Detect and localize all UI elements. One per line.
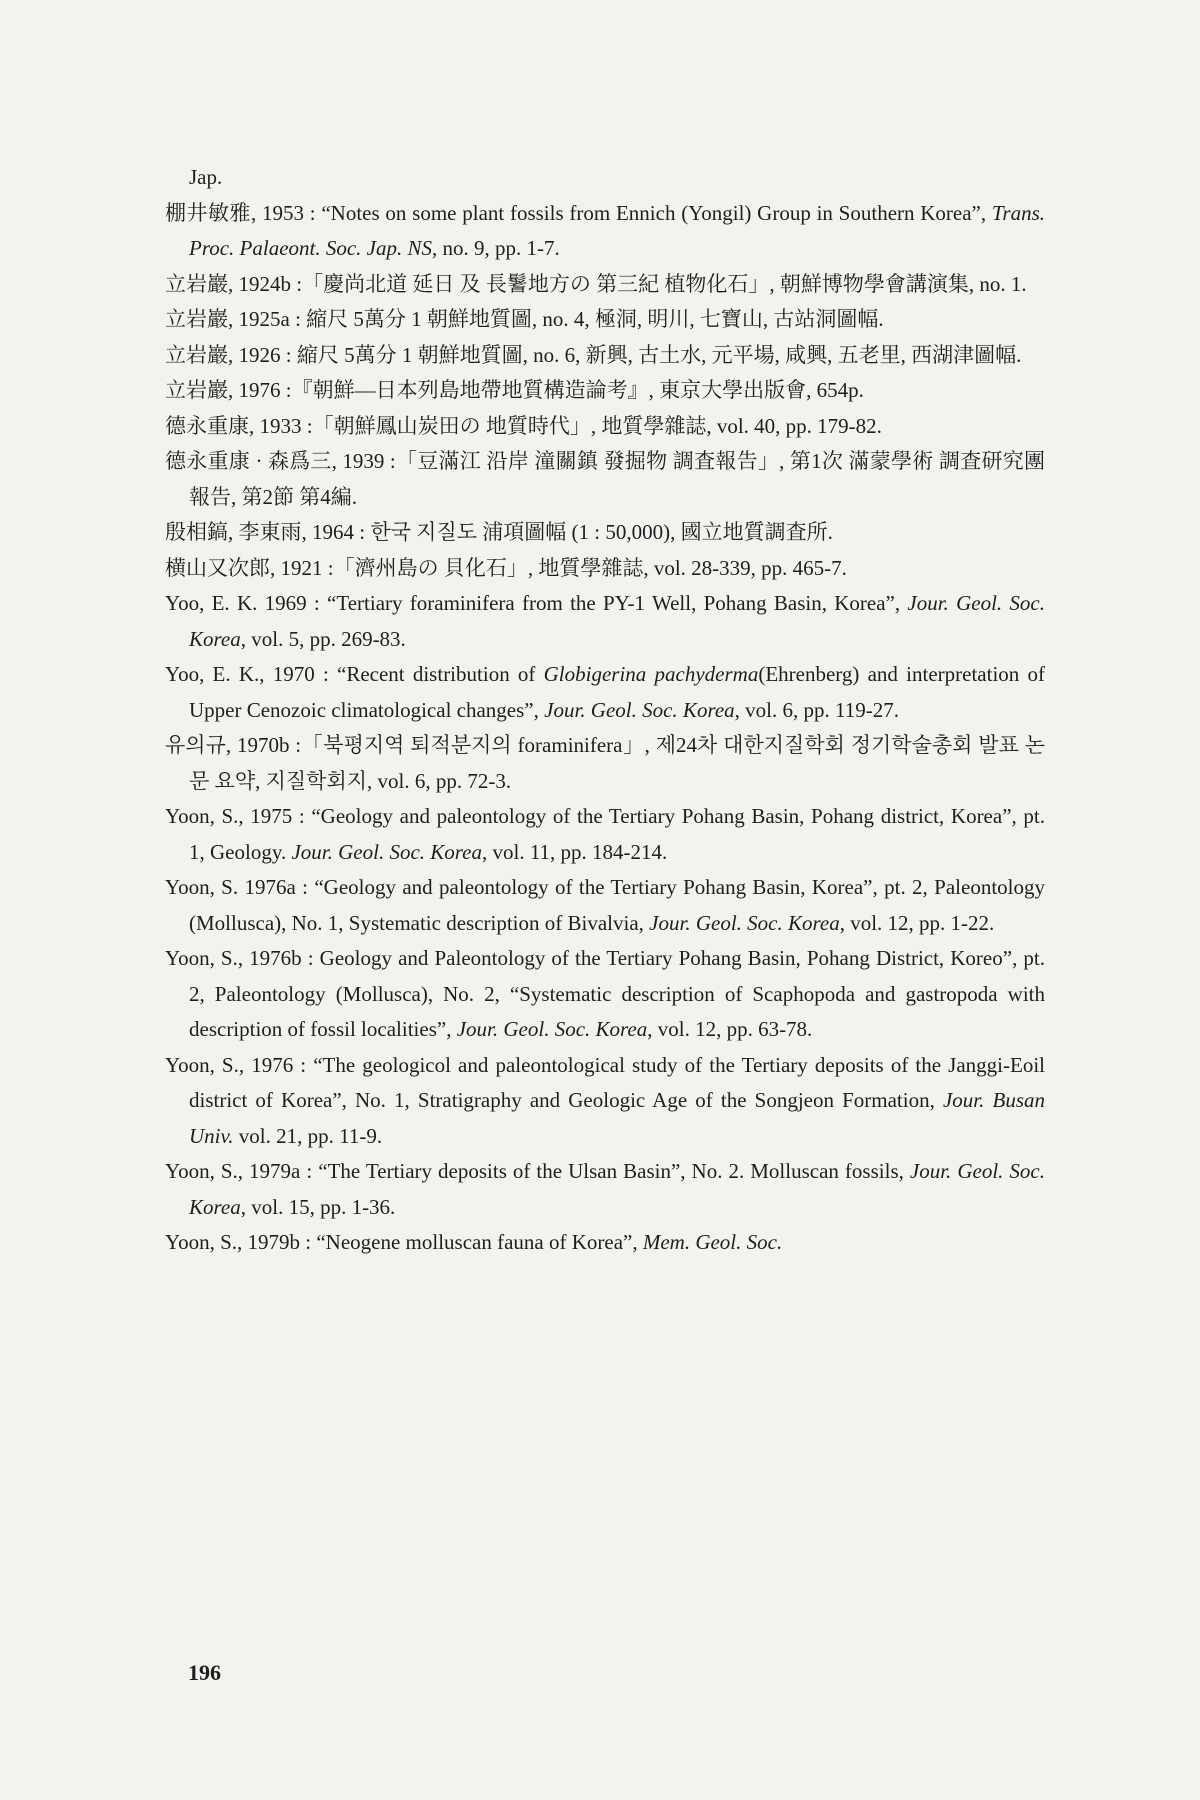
reference-entry	[165, 941, 1045, 1048]
reference-text: 棚井敏雅, 1953 : “Notes on some plant fossils from Ennich (Yongil) Group in Southern Korea”,	[165, 200, 992, 225]
reference-entry	[165, 373, 1045, 409]
reference-text: vol. 21, pp. 11-9.	[233, 1123, 383, 1148]
reference-text: 德永重康 · 森爲三, 1939 :「豆滿江 沿岸 潼關鎮 發掘物 調査報告」, 第1次 滿蒙學術 調査研究團報告, 第2節 第4編.	[165, 449, 1045, 509]
reference-italic-text: Jour. Geol. Soc. Korea	[189, 1159, 1045, 1219]
reference-entry	[165, 338, 1045, 374]
reference-italic-text: Jour. Geol. Soc. Korea	[456, 1017, 648, 1041]
reference-text: 立岩巖, 1925a : 縮尺 5萬分 1 朝鮮地質圖, no. 4, 極洞, 明川, 七寶山, 古站洞圖幅.	[165, 307, 884, 331]
reference-text: 殷相鎬, 李東雨, 1964 : 한국 지질도 浦項圖幅 (1 : 50,000), 國立地質調査所.	[165, 520, 833, 544]
reference-entry	[165, 657, 1045, 728]
reference-italic-text: Mem. Geol. Soc.	[642, 1230, 783, 1254]
reference-entry	[165, 515, 1045, 551]
reference-italic-text: Trans. Proc. Palaeont. Soc. Jap. NS	[189, 200, 1045, 260]
reference-text: Yoon, S., 1979b : “Neogene molluscan fauna of Korea”,	[165, 1230, 643, 1254]
reference-text: 유의규, 1970b :「북평지역 퇴적분지의 foraminifera」, 제24차 대한지질학회 정기학술총회 발표 논문 요약, 지질학회지, vol. 6, pp. 72-3.	[165, 733, 1045, 793]
reference-italic-text: Jour. Geol. Soc. Korea	[291, 839, 482, 864]
reference-entry	[165, 551, 1045, 587]
reference-text: 横山又次郎, 1921 :「濟州島の 貝化石」, 地質學雜誌, vol. 28-339, pp. 465-7.	[165, 555, 847, 580]
reference-italic-text: Globigerina pachyderma	[543, 662, 759, 686]
reference-entry	[165, 267, 1045, 303]
reference-text: , vol. 6, pp. 119-27.	[734, 697, 899, 722]
reference-entry	[165, 302, 1045, 338]
reference-text: 立岩巖, 1926 : 縮尺 5萬分 1 朝鮮地質圖, no. 6, 新興, 古土水, 元平場, 咸興, 五老里, 西湖津圖幅.	[165, 342, 1022, 367]
reference-text: Yoo, E. K., 1970 : “Recent distribution of	[165, 662, 544, 686]
page-number: 196	[188, 1660, 221, 1685]
reference-text: 立岩巖, 1976 :『朝鮮—日本列島地帶地質構造論考』, 東京大學出版會, 654p.	[165, 378, 864, 402]
reference-list	[165, 160, 1045, 1261]
reference-text: Yoon, S. 1976a : “Geology and paleontology of the Tertiary Pohang Basin, Korea”, pt. 2, Paleontology (Mollusca), No. 1, Systematic description of Bivalvia,	[165, 875, 1045, 935]
reference-text: , vol. 11, pp. 184-214.	[482, 839, 668, 864]
reference-entry	[165, 1154, 1045, 1225]
reference-italic-text: Jour. Geol. Soc. Korea	[544, 697, 735, 722]
reference-text: Yoon, S., 1979a : “The Tertiary deposits of the Ulsan Basin”, No. 2. Molluscan fossils,	[165, 1159, 910, 1183]
reference-text: 德永重康, 1933 :「朝鮮鳳山炭田の 地質時代」, 地質學雜誌, vol. 40, pp. 179-82.	[165, 413, 882, 438]
reference-entry	[165, 728, 1045, 799]
reference-text: 立岩巖, 1924b :「慶尚北道 延日 及 長鬐地方の 第三紀 植物化石」, 朝鮮博物學會講演集, no. 1.	[165, 271, 1027, 296]
reference-text: , no. 9, pp. 1-7.	[432, 236, 560, 260]
reference-entry	[165, 1048, 1045, 1155]
reference-italic-text: Jour. Geol. Soc. Korea	[189, 591, 1046, 651]
reference-text: Yoon, S., 1976b : Geology and Paleontology of the Tertiary Pohang Basin, Pohang District, Koreo”, pt. 2, Paleontology (Mollusca), No. 2, “Systematic description of Scaphopoda and gastropoda with description of fossil localities”,	[165, 946, 1045, 1041]
reference-entry	[165, 444, 1045, 515]
reference-italic-text: Jour. Geol. Soc. Korea	[649, 910, 840, 935]
reference-text: Yoon, S., 1976 : “The geologicol and paleontological study of the Tertiary deposits of the Janggi-Eoil district of Korea”, No. 1, Stratigraphy and Geologic Age of the Songjeon Formation,	[165, 1052, 1045, 1112]
reference-entry	[165, 1225, 1045, 1261]
reference-text: Jap.	[189, 165, 223, 189]
reference-text: Yoon, S., 1975 : “Geology and paleontology of the Tertiary Pohang Basin, Pohang district, Korea”, pt. 1, Geology.	[165, 804, 1045, 864]
reference-text: , vol. 5, pp. 269-83.	[240, 626, 406, 651]
reference-text: , vol. 15, pp. 1-36.	[240, 1194, 396, 1219]
reference-entry	[165, 586, 1045, 657]
reference-italic-text: Jour. Busan Univ.	[189, 1088, 1045, 1148]
reference-text: Yoo, E. K. 1969 : “Tertiary foraminifera from the PY-1 Well, Pohang Basin, Korea”,	[165, 591, 908, 615]
reference-text: , vol. 12, pp. 63-78.	[647, 1017, 813, 1041]
reference-entry	[165, 196, 1045, 267]
reference-text: (Ehrenberg) and interpretation of Upper Cenozoic climatological changes”,	[189, 662, 1045, 722]
reference-entry	[165, 160, 1045, 196]
reference-entry	[165, 799, 1045, 870]
reference-entry	[165, 409, 1045, 445]
reference-text: , vol. 12, pp. 1-22.	[839, 910, 995, 935]
reference-entry	[165, 870, 1045, 941]
